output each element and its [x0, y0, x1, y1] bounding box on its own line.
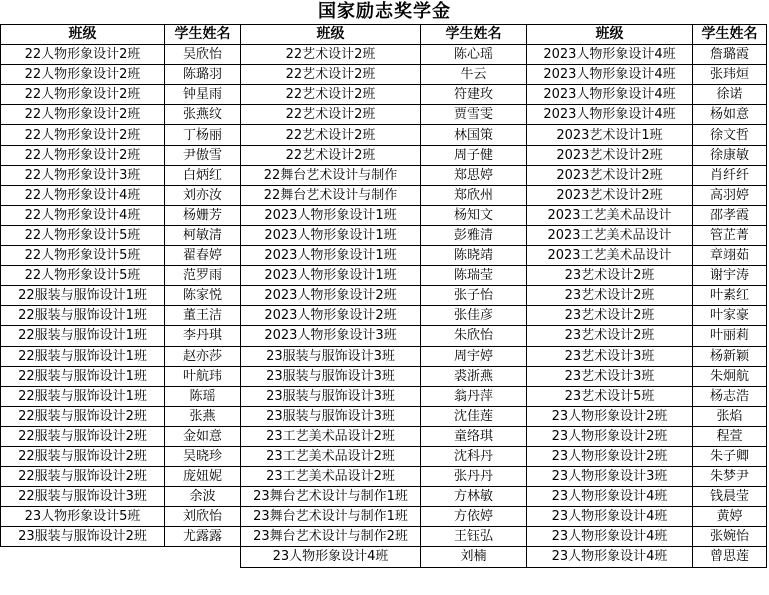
student-name-cell[interactable]: 余波 — [165, 487, 241, 507]
student-name-cell[interactable]: 徐诺 — [693, 85, 767, 105]
table-row — [1, 246, 767, 266]
class-cell[interactable]: 22艺术设计2班 — [241, 145, 421, 165]
table-row — [1, 547, 767, 567]
class-cell[interactable]: 22服装与服饰设计1班 — [1, 286, 165, 306]
student-name-cell[interactable]: 刘亦汝 — [165, 185, 241, 205]
class-cell[interactable] — [1, 547, 165, 567]
class-cell[interactable]: 2023工艺美术品设计 — [527, 225, 693, 245]
class-cell[interactable]: 23工艺美术品设计2班 — [241, 467, 421, 487]
student-name-cell[interactable]: 张丹丹 — [421, 467, 527, 487]
student-name-cell[interactable]: 张子怡 — [421, 286, 527, 306]
class-cell[interactable]: 23服装与服饰设计3班 — [241, 366, 421, 386]
student-name-cell[interactable]: 裘浙燕 — [421, 366, 527, 386]
table-row — [1, 406, 767, 426]
class-cell[interactable]: 22人物形象设计2班 — [1, 65, 165, 85]
class-cell[interactable]: 22服装与服饰设计2班 — [1, 446, 165, 466]
header-name-2[interactable]: 学生姓名 — [421, 25, 527, 45]
student-name-cell[interactable]: 翟春婷 — [165, 246, 241, 266]
class-cell[interactable]: 2023人物形象设计2班 — [241, 306, 421, 326]
class-cell[interactable]: 22艺术设计2班 — [241, 85, 421, 105]
student-name-cell[interactable]: 杨知文 — [421, 205, 527, 225]
header-name-1[interactable]: 学生姓名 — [165, 25, 241, 45]
class-cell[interactable]: 22艺术设计2班 — [241, 65, 421, 85]
header-class-2[interactable]: 班级 — [241, 25, 421, 45]
class-cell[interactable]: 22服装与服饰设计1班 — [1, 326, 165, 346]
class-cell[interactable]: 23人物形象设计2班 — [527, 426, 693, 446]
class-cell[interactable]: 22艺术设计2班 — [241, 45, 421, 65]
student-name-cell[interactable]: 章翊茹 — [693, 246, 767, 266]
student-name-cell[interactable]: 符建玫 — [421, 85, 527, 105]
student-name-cell[interactable]: 童络琪 — [421, 426, 527, 446]
class-cell[interactable]: 2023人物形象设计4班 — [527, 65, 693, 85]
class-cell[interactable]: 2023艺术设计1班 — [527, 125, 693, 145]
class-cell[interactable]: 22艺术设计2班 — [241, 105, 421, 125]
class-cell[interactable]: 2023人物形象设计4班 — [527, 45, 693, 65]
student-name-cell[interactable]: 柯敏清 — [165, 225, 241, 245]
student-name-cell[interactable]: 沈科丹 — [421, 446, 527, 466]
class-cell[interactable]: 22人物形象设计5班 — [1, 246, 165, 266]
class-cell[interactable]: 23人物形象设计2班 — [527, 406, 693, 426]
class-cell[interactable]: 23人物形象设计5班 — [1, 507, 165, 527]
header-class-1[interactable]: 班级 — [1, 25, 165, 45]
student-name-cell[interactable]: 方林敏 — [421, 487, 527, 507]
student-name-cell[interactable]: 郑欣州 — [421, 185, 527, 205]
student-name-cell[interactable]: 金如意 — [165, 426, 241, 446]
class-cell[interactable]: 2023人物形象设计2班 — [241, 286, 421, 306]
class-cell[interactable]: 2023人物形象设计1班 — [241, 205, 421, 225]
class-cell[interactable]: 2023人物形象设计1班 — [241, 266, 421, 286]
table-row — [1, 487, 767, 507]
table-row — [1, 165, 767, 185]
class-cell[interactable]: 22舞台艺术设计与制作 — [241, 165, 421, 185]
table-row — [1, 65, 767, 85]
student-name-cell[interactable]: 叶家豪 — [693, 306, 767, 326]
student-name-cell[interactable]: 钱晨莹 — [693, 487, 767, 507]
student-name-cell[interactable]: 张婉怡 — [693, 527, 767, 547]
class-cell[interactable]: 23人物形象设计4班 — [527, 507, 693, 527]
student-name-cell[interactable]: 董王洁 — [165, 306, 241, 326]
class-cell[interactable]: 22艺术设计2班 — [241, 125, 421, 145]
class-cell[interactable]: 23人物形象设计4班 — [527, 487, 693, 507]
student-name-cell[interactable]: 陈心瑶 — [421, 45, 527, 65]
class-cell[interactable]: 22服装与服饰设计1班 — [1, 346, 165, 366]
student-name-cell[interactable]: 叶丽莉 — [693, 326, 767, 346]
student-name-cell[interactable]: 钟星雨 — [165, 85, 241, 105]
student-name-cell[interactable]: 谢宇涛 — [693, 266, 767, 286]
header-class-3[interactable]: 班级 — [527, 25, 693, 45]
class-cell[interactable]: 23人物形象设计4班 — [527, 547, 693, 567]
class-cell[interactable]: 23服装与服饰设计2班 — [1, 527, 165, 547]
class-cell[interactable]: 22服装与服饰设计1班 — [1, 386, 165, 406]
student-name-cell[interactable]: 朱炯航 — [693, 366, 767, 386]
student-name-cell[interactable]: 郑思婷 — [421, 165, 527, 185]
class-cell[interactable]: 22服装与服饰设计2班 — [1, 426, 165, 446]
student-name-cell[interactable]: 刘楠 — [421, 547, 527, 567]
class-cell[interactable]: 23工艺美术品设计2班 — [241, 426, 421, 446]
table-row — [1, 326, 767, 346]
student-name-cell[interactable]: 彭雅清 — [421, 225, 527, 245]
student-name-cell[interactable]: 陈晓靖 — [421, 246, 527, 266]
class-cell[interactable]: 2023艺术设计2班 — [527, 145, 693, 165]
class-cell[interactable]: 22服装与服饰设计3班 — [1, 487, 165, 507]
student-name-cell[interactable]: 杨如意 — [693, 105, 767, 125]
student-name-cell[interactable]: 叶素红 — [693, 286, 767, 306]
student-name-cell[interactable]: 高羽婷 — [693, 185, 767, 205]
table-row — [1, 446, 767, 466]
student-name-cell[interactable] — [165, 547, 241, 567]
student-name-cell[interactable]: 黄婷 — [693, 507, 767, 527]
student-name-cell[interactable]: 翁丹萍 — [421, 386, 527, 406]
class-cell[interactable]: 23服装与服饰设计3班 — [241, 346, 421, 366]
student-name-cell[interactable]: 吴晓珍 — [165, 446, 241, 466]
student-name-cell[interactable]: 张燕纹 — [165, 105, 241, 125]
student-name-cell[interactable]: 程萱 — [693, 426, 767, 446]
student-name-cell[interactable]: 陈瑶 — [165, 386, 241, 406]
class-cell[interactable]: 2023人物形象设计1班 — [241, 246, 421, 266]
class-cell[interactable]: 23舞台艺术设计与制作2班 — [241, 527, 421, 547]
student-name-cell[interactable]: 周子健 — [421, 145, 527, 165]
student-name-cell[interactable]: 徐文哲 — [693, 125, 767, 145]
student-name-cell[interactable]: 张佳彦 — [421, 306, 527, 326]
student-name-cell[interactable]: 尤露露 — [165, 527, 241, 547]
student-name-cell[interactable]: 陈瑞莹 — [421, 266, 527, 286]
student-name-cell[interactable]: 沈佳莲 — [421, 406, 527, 426]
student-name-cell[interactable]: 丁杨丽 — [165, 125, 241, 145]
student-name-cell[interactable]: 牛云 — [421, 65, 527, 85]
class-cell[interactable]: 2023艺术设计2班 — [527, 165, 693, 185]
student-name-cell[interactable]: 周宇婷 — [421, 346, 527, 366]
class-cell[interactable]: 23工艺美术品设计2班 — [241, 446, 421, 466]
class-cell[interactable]: 2023人物形象设计3班 — [241, 326, 421, 346]
table-row — [1, 527, 767, 547]
class-cell[interactable]: 23艺术设计2班 — [527, 306, 693, 326]
class-cell[interactable]: 23艺术设计3班 — [527, 346, 693, 366]
student-name-cell[interactable]: 刘欣怡 — [165, 507, 241, 527]
class-cell[interactable]: 2023人物形象设计4班 — [527, 105, 693, 125]
table-row — [1, 185, 767, 205]
student-name-cell[interactable]: 杨志浩 — [693, 386, 767, 406]
class-cell[interactable]: 22服装与服饰设计2班 — [1, 467, 165, 487]
class-cell[interactable]: 22人物形象设计3班 — [1, 165, 165, 185]
header-row — [1, 25, 767, 45]
class-cell[interactable]: 23服装与服饰设计3班 — [241, 406, 421, 426]
sheet-title: 国家励志奖学金 — [318, 1, 451, 22]
class-cell[interactable]: 23艺术设计5班 — [527, 386, 693, 406]
student-name-cell[interactable]: 尹傲雪 — [165, 145, 241, 165]
student-name-cell[interactable]: 陈家悦 — [165, 286, 241, 306]
class-cell[interactable]: 2023人物形象设计1班 — [241, 225, 421, 245]
student-name-cell[interactable]: 张燕 — [165, 406, 241, 426]
class-cell[interactable]: 23人物形象设计4班 — [241, 547, 421, 567]
student-name-cell[interactable]: 肖纤纤 — [693, 165, 767, 185]
class-cell[interactable]: 23人物形象设计4班 — [527, 527, 693, 547]
class-cell[interactable]: 22人物形象设计5班 — [1, 266, 165, 286]
class-cell[interactable]: 2023工艺美术品设计 — [527, 205, 693, 225]
student-name-cell[interactable]: 赵亦莎 — [165, 346, 241, 366]
table-row — [1, 426, 767, 446]
student-name-cell[interactable]: 吴欣怡 — [165, 45, 241, 65]
student-name-cell[interactable]: 白炳红 — [165, 165, 241, 185]
student-name-cell[interactable]: 方依婷 — [421, 507, 527, 527]
table-row — [1, 366, 767, 386]
student-name-cell[interactable]: 范罗雨 — [165, 266, 241, 286]
class-cell[interactable]: 22舞台艺术设计与制作 — [241, 185, 421, 205]
table-body — [1, 45, 767, 567]
class-cell[interactable]: 23艺术设计3班 — [527, 366, 693, 386]
student-name-cell[interactable]: 杨姗芳 — [165, 205, 241, 225]
student-name-cell[interactable]: 詹璐霞 — [693, 45, 767, 65]
table-row — [1, 467, 767, 487]
class-cell[interactable]: 2023艺术设计2班 — [527, 185, 693, 205]
table-row — [1, 205, 767, 225]
class-cell[interactable]: 22人物形象设计2班 — [1, 105, 165, 125]
student-name-cell[interactable]: 朱子卿 — [693, 446, 767, 466]
class-cell[interactable]: 23艺术设计2班 — [527, 326, 693, 346]
class-cell[interactable]: 22人物形象设计4班 — [1, 185, 165, 205]
table-row — [1, 105, 767, 125]
class-cell[interactable]: 22人物形象设计2班 — [1, 125, 165, 145]
table-row — [1, 125, 767, 145]
header-name-3[interactable]: 学生姓名 — [693, 25, 767, 45]
table-row — [1, 386, 767, 406]
class-cell[interactable]: 22人物形象设计2班 — [1, 145, 165, 165]
student-name-cell[interactable]: 曾思莲 — [693, 547, 767, 567]
table-row — [1, 306, 767, 326]
table-row — [1, 145, 767, 165]
table-row — [1, 225, 767, 245]
class-cell[interactable]: 23艺术设计2班 — [527, 266, 693, 286]
student-name-cell[interactable]: 朱梦尹 — [693, 467, 767, 487]
class-cell[interactable]: 2023人物形象设计4班 — [527, 85, 693, 105]
student-name-cell[interactable]: 张玮烜 — [693, 65, 767, 85]
class-cell[interactable]: 22人物形象设计5班 — [1, 225, 165, 245]
student-name-cell[interactable]: 杨新颖 — [693, 346, 767, 366]
student-name-cell[interactable]: 叶航玮 — [165, 366, 241, 386]
class-cell[interactable]: 22人物形象设计2班 — [1, 85, 165, 105]
class-cell[interactable]: 23人物形象设计3班 — [527, 467, 693, 487]
student-name-cell[interactable]: 陈璐羽 — [165, 65, 241, 85]
student-name-cell[interactable]: 林国策 — [421, 125, 527, 145]
class-cell[interactable]: 22服装与服饰设计1班 — [1, 366, 165, 386]
student-name-cell[interactable]: 贾雪雯 — [421, 105, 527, 125]
table-row — [1, 85, 767, 105]
table-row — [1, 45, 767, 65]
class-cell[interactable]: 23舞台艺术设计与制作1班 — [241, 507, 421, 527]
class-cell[interactable]: 22服装与服饰设计1班 — [1, 306, 165, 326]
table-row — [1, 286, 767, 306]
student-name-cell[interactable]: 邵孝霞 — [693, 205, 767, 225]
student-name-cell[interactable]: 李丹琪 — [165, 326, 241, 346]
student-name-cell[interactable]: 张焰 — [693, 406, 767, 426]
table-row — [1, 507, 767, 527]
class-cell[interactable]: 22人物形象设计2班 — [1, 45, 165, 65]
class-cell[interactable]: 23服装与服饰设计3班 — [241, 386, 421, 406]
class-cell[interactable]: 2023工艺美术品设计 — [527, 246, 693, 266]
student-name-cell[interactable]: 庞妞妮 — [165, 467, 241, 487]
class-cell[interactable]: 22人物形象设计4班 — [1, 205, 165, 225]
table-row — [1, 266, 767, 286]
student-name-cell[interactable]: 朱欣怡 — [421, 326, 527, 346]
class-cell[interactable]: 23人物形象设计2班 — [527, 446, 693, 466]
class-cell[interactable]: 23艺术设计2班 — [527, 286, 693, 306]
class-cell[interactable]: 22服装与服饰设计2班 — [1, 406, 165, 426]
scholarship-table — [0, 24, 767, 568]
student-name-cell[interactable]: 王钰弘 — [421, 527, 527, 547]
student-name-cell[interactable]: 管芷菁 — [693, 225, 767, 245]
table-row — [1, 346, 767, 366]
student-name-cell[interactable]: 徐康敏 — [693, 145, 767, 165]
class-cell[interactable]: 23舞台艺术设计与制作1班 — [241, 487, 421, 507]
